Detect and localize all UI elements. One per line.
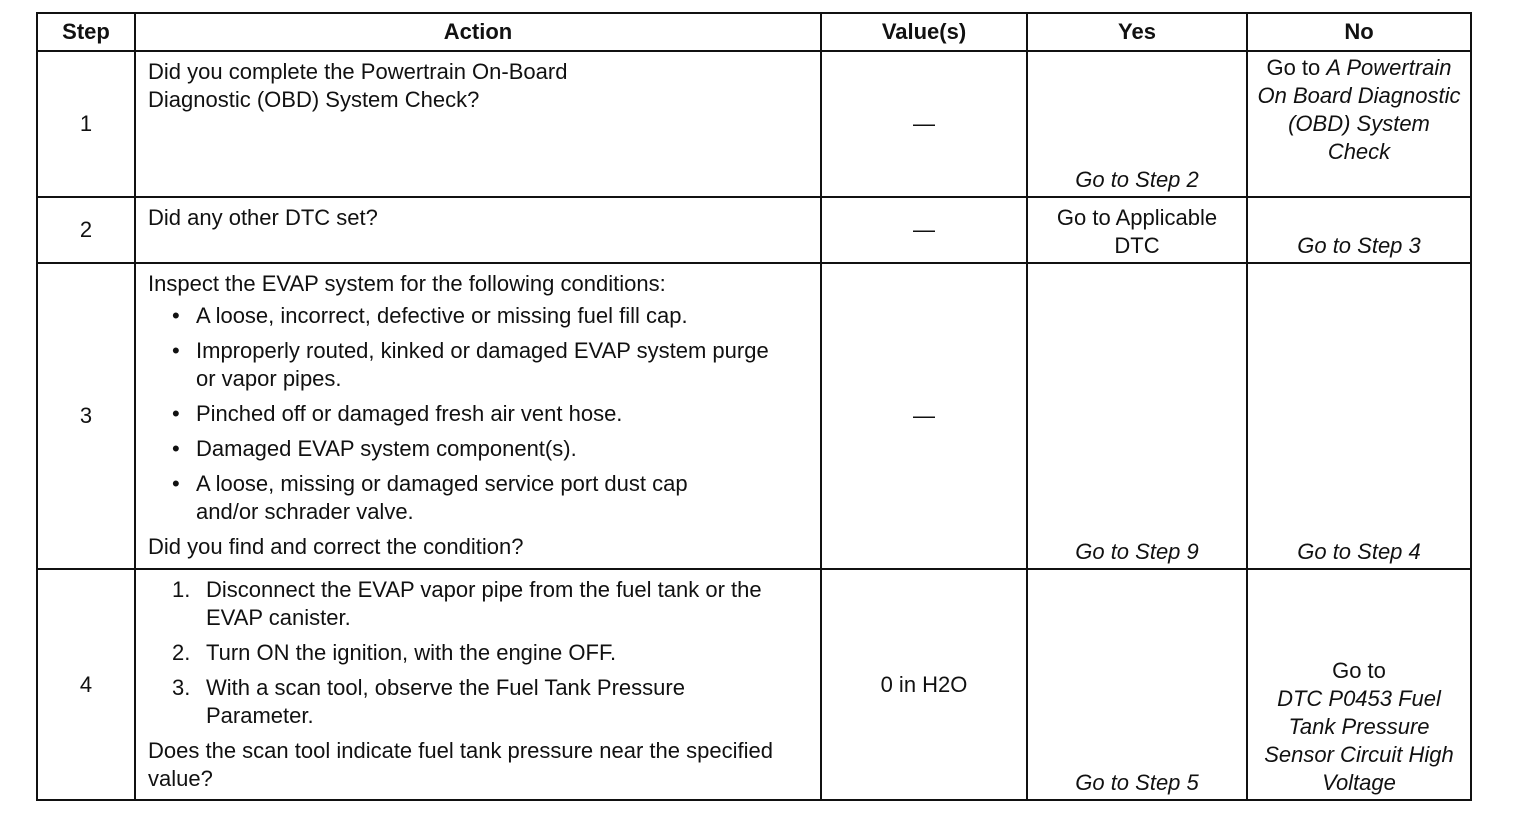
step-number: 4 xyxy=(37,569,135,800)
action-intro: Inspect the EVAP system for the following conditions: xyxy=(148,271,666,296)
list-text: Turn ON the ignition, with the engine OFF. xyxy=(206,640,617,665)
no-cell[interactable] xyxy=(1247,569,1471,800)
table-row xyxy=(37,197,1471,263)
action-question: Did you find and correct the condition? xyxy=(148,534,524,559)
no-prefix: Go to xyxy=(1332,658,1386,683)
header-step: Step xyxy=(37,13,135,51)
header-action: Action xyxy=(135,13,821,51)
header-yes: Yes xyxy=(1027,13,1247,51)
action-cell xyxy=(135,569,821,800)
table-row xyxy=(37,569,1471,800)
yes-cell[interactable]: Go to Step 2 xyxy=(1027,51,1247,197)
no-cell[interactable]: Go to Step 3 xyxy=(1247,197,1471,263)
step-number: 2 xyxy=(37,197,135,263)
no-cell[interactable]: Go to Step 4 xyxy=(1247,263,1471,569)
value-cell: — xyxy=(821,197,1027,263)
list-number: 1. xyxy=(172,577,191,602)
action-cell xyxy=(135,51,821,197)
table-row xyxy=(37,263,1471,569)
procedure-list xyxy=(148,576,810,730)
list-number: 2. xyxy=(172,640,191,665)
no-cell[interactable] xyxy=(1247,51,1471,197)
yes-cell[interactable]: Go to Step 5 xyxy=(1027,569,1247,800)
value-cell: 0 in H2O xyxy=(821,569,1027,800)
header-values: Value(s) xyxy=(821,13,1027,51)
no-link[interactable]: DTC P0453 Fuel Tank Pressure Sensor Circuit High Voltage xyxy=(1264,686,1454,795)
step-number: 3 xyxy=(37,263,135,569)
action-question: Does the scan tool indicate fuel tank pressure near the specified value? xyxy=(148,738,773,791)
no-link[interactable]: A Powertrain On Board Diagnostic (OBD) System Check xyxy=(1257,55,1461,164)
list-item: • A loose, incorrect, defective or missing fuel fill cap. xyxy=(148,302,810,330)
header-no: No xyxy=(1247,13,1471,51)
list-text: Disconnect the EVAP vapor pipe from the fuel tank or the EVAP canister. xyxy=(206,577,762,630)
value-cell: — xyxy=(821,51,1027,197)
list-number: 3. xyxy=(172,675,191,700)
action-text: Did you complete the Powertrain On-Board Diagnostic (OBD) System Check? xyxy=(148,59,568,112)
action-cell xyxy=(135,263,821,569)
list-item: • A loose, missing or damaged service port dust cap and/or schrader valve. xyxy=(148,470,810,526)
list-item: • Damaged EVAP system component(s). xyxy=(148,435,810,463)
step-number: 1 xyxy=(37,51,135,197)
list-text: With a scan tool, observe the Fuel Tank Pressure Parameter. xyxy=(206,675,685,728)
list-item xyxy=(148,576,810,632)
list-item xyxy=(148,639,810,667)
yes-cell[interactable]: Go to Step 9 xyxy=(1027,263,1247,569)
value-cell: — xyxy=(821,263,1027,569)
action-cell xyxy=(135,197,821,263)
diagnostic-table xyxy=(36,12,1472,801)
list-item: • Pinched off or damaged fresh air vent hose. xyxy=(148,400,810,428)
condition-list xyxy=(148,302,810,526)
no-prefix: Go to xyxy=(1266,55,1327,80)
list-item: • Improperly routed, kinked or damaged EVAP system purge or vapor pipes. xyxy=(148,337,810,393)
yes-text: Go to Applicable DTC xyxy=(1056,205,1218,258)
table-header-row xyxy=(37,13,1471,51)
table-row xyxy=(37,51,1471,197)
list-item xyxy=(148,674,810,730)
action-text: Did any other DTC set? xyxy=(148,205,378,230)
yes-cell[interactable] xyxy=(1027,197,1247,263)
